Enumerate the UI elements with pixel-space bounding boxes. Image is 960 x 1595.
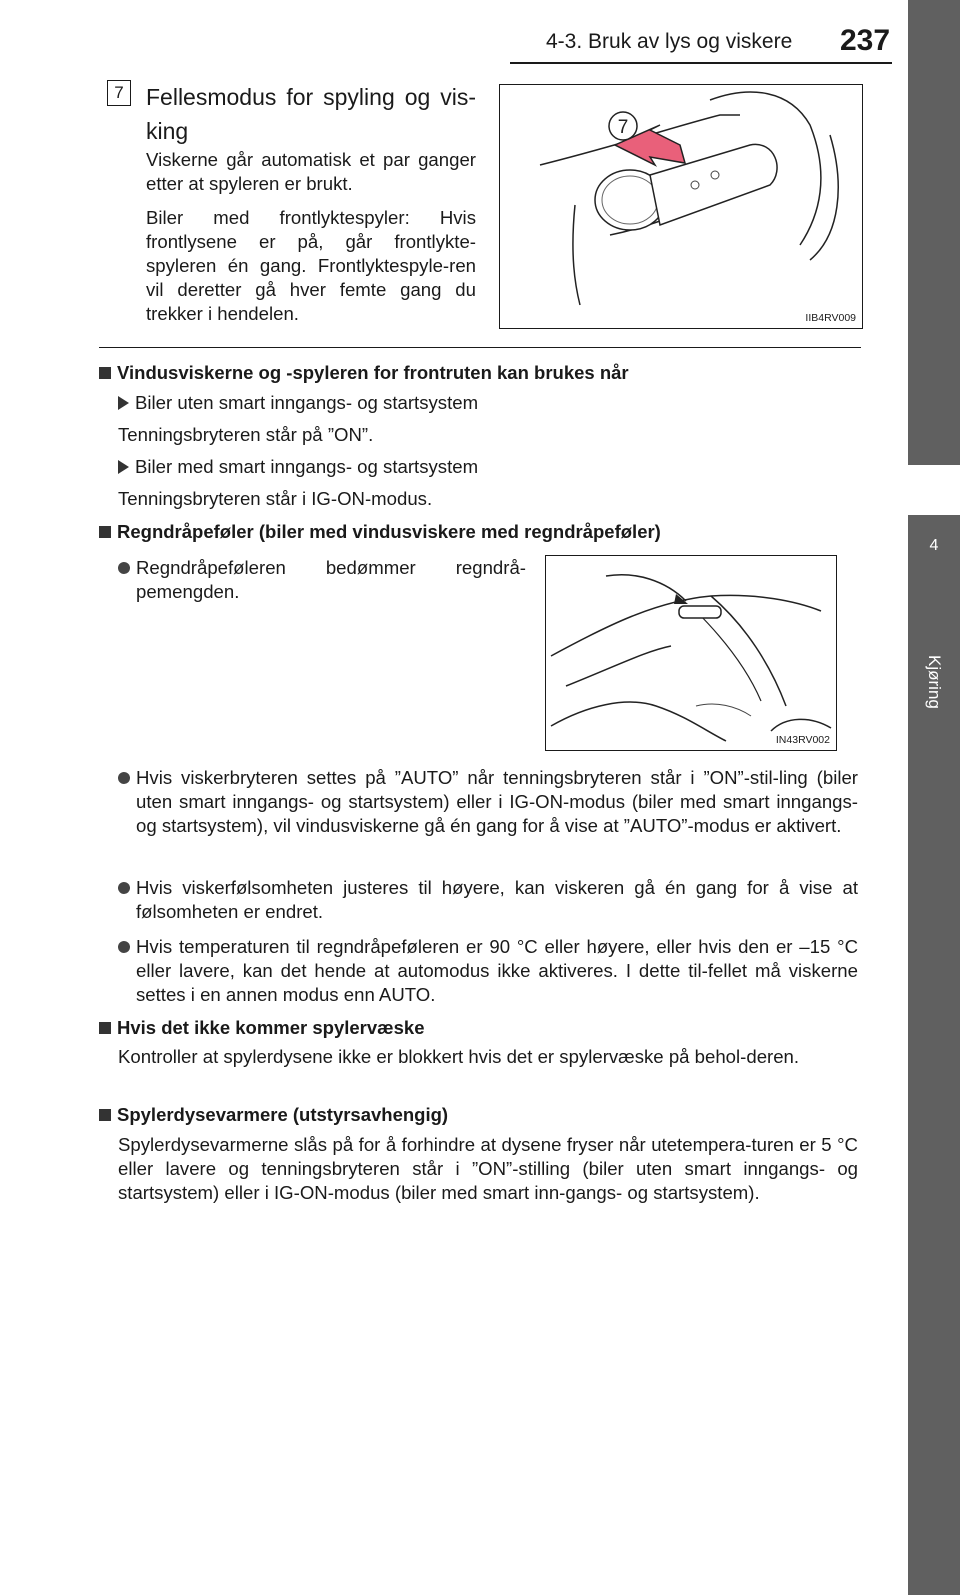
wiper-lever-illustration	[499, 84, 863, 329]
square-bullet-icon	[99, 1109, 111, 1121]
list-item: Regndråpeføleren bedømmer regndrå-pemengden.	[118, 556, 526, 604]
item-number-badge: 7	[107, 80, 131, 106]
item-title: Fellesmodus for spyling og vis-king	[146, 84, 476, 144]
chapter-label	[908, 655, 960, 775]
square-bullet-icon	[99, 526, 111, 538]
section-heading-3: Hvis det ikke kommer spylervæske	[99, 1017, 424, 1039]
paragraph-3: Kontroller at spylerdysene ikke er blokkert hvis det er spylervæske på behol-deren.	[118, 1046, 800, 1067]
paragraph-1: Tenningsbryteren står på ”ON”.	[118, 424, 374, 445]
chapter-number: 4	[929, 537, 939, 554]
item-paragraph-2: Biler med frontlyktespyler: Hvis frontlysene er på, går frontlykte-spyleren én gang. Frontlyktespyle-ren vil deretter gå hver femte gang du trekker i hendelen.	[146, 207, 476, 324]
section-rule	[99, 347, 861, 348]
paragraph-2: Tenningsbryteren står i IG-ON-modus.	[118, 488, 433, 509]
subheading-1: Biler uten smart inngangs- og startsystem	[118, 392, 478, 414]
square-bullet-icon	[99, 367, 111, 379]
figure-code: IIB4RV009	[805, 312, 856, 324]
square-bullet-icon	[99, 1022, 111, 1034]
section-title: 4-3. Bruk av lys og viskere	[546, 30, 793, 53]
header-rule	[510, 62, 892, 64]
dot-bullet-icon	[118, 562, 130, 574]
paragraph-4: Spylerdysevarmerne slås på for å forhindre at dysene fryser når utetempera-turen er 5 °C eller lavere og tenningsbryteren står i ”ON”-stilling (biler uten smart inngangs- og startsystem) eller i IG-ON-modus (biler med smart inn-gangs- og startsystem).	[118, 1134, 858, 1203]
section-heading-4: Spylerdysevarmere (utstyrsavhengig)	[99, 1104, 448, 1126]
list-item: Hvis viskerfølsomheten justeres til høyere, kan viskeren gå én gang for å vise at følsomheten er endret.	[118, 876, 858, 924]
dot-bullet-icon	[118, 941, 130, 953]
rain-sensor-drawing	[546, 556, 836, 750]
chapter-label-text: Kjøring	[925, 655, 944, 709]
item-paragraph-1: Viskerne går automatisk et par ganger etter at spyleren er brukt.	[146, 149, 476, 194]
section-heading-1: Vindusviskerne og -spyleren for frontruten kan brukes når	[99, 362, 629, 384]
side-tab-top	[908, 0, 960, 465]
dot-bullet-icon	[118, 772, 130, 784]
callout-7: 7	[617, 117, 629, 138]
triangle-bullet-icon	[118, 460, 129, 474]
list-item: Hvis temperaturen til regndråpeføleren er 90 °C eller høyere, eller hvis den er –15 °C eller lavere, kan det hende at automodus ikke aktiveres. I dette til-fellet må viskerne settes i en annen modus enn AUTO.	[118, 935, 858, 1007]
section-heading-2: Regndråpeføler (biler med vindusviskere med regndråpeføler)	[99, 521, 661, 543]
subheading-2: Biler med smart inngangs- og startsystem	[118, 456, 478, 478]
triangle-bullet-icon	[118, 396, 129, 410]
rain-sensor-illustration	[545, 555, 837, 751]
figure-code: IN43RV002	[775, 734, 830, 746]
page-number: 237	[840, 24, 891, 57]
wiper-lever-drawing	[500, 85, 862, 328]
dot-bullet-icon	[118, 882, 130, 894]
list-item: Hvis viskerbryteren settes på ”AUTO” når tenningsbryteren står i ”ON”-stil-ling (biler uten smart inngangs- og startsystem) eller i IG-ON-modus (biler med smart inngangs- og startsystem), vil vindusviskerne gå én gang for å vise at ”AUTO”-modus er aktivert.	[118, 766, 858, 838]
